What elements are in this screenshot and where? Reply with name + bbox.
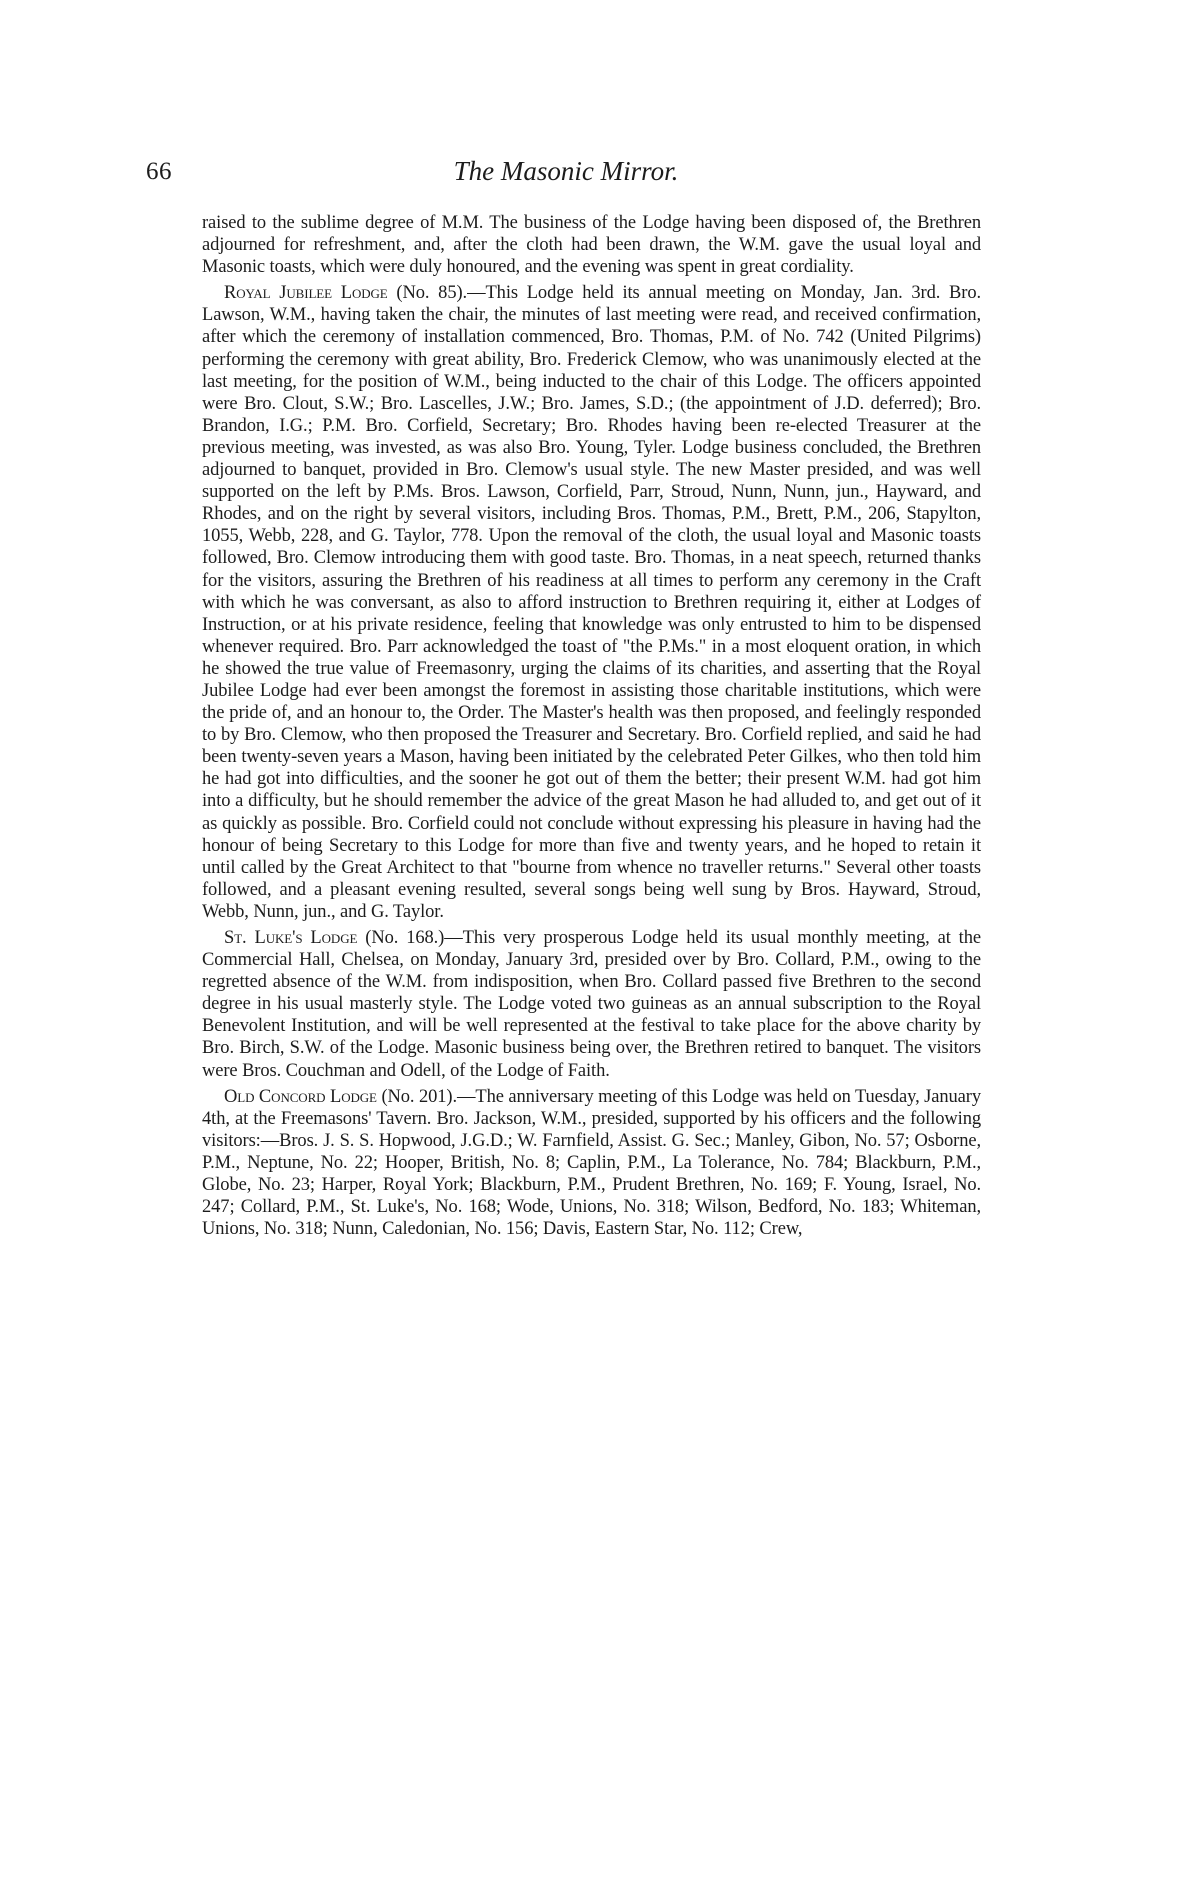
article-body: [202, 212, 981, 1244]
paragraph-text: (No. 168.)—This very prosperous Lodge held its usual monthly meeting, at the Commercial Hall, Chelsea, on Monday, January 3rd, presided over by Bro. Collard, P.M., owing to the regretted absence of the W.M. from indisposition, when Bro. Collard passed five Brethren to the second degree in his usual masterly style. The Lodge voted two guineas as an annual subscription to the Royal Benevolent Institution, and will be well represented at the festival to take place for the above charity by Bro. Birch, S.W. of the Lodge. Masonic business being over, the Brethren retired to banquet. The visitors were Bros. Couchman and Odell, of the Lodge of Faith.: [202, 928, 981, 1081]
paragraph-continuation: [202, 212, 981, 278]
paragraph-st-lukes-lodge: [202, 927, 981, 1082]
page-header: [146, 158, 986, 192]
paragraph-royal-jubilee-lodge: [202, 282, 981, 923]
page-number: 66: [146, 158, 172, 185]
paragraph-old-concord-lodge: [202, 1086, 981, 1241]
paragraph-text: (No. 201).—The anniversary meeting of this Lodge was held on Tuesday, January 4th, at the Freemasons' Tavern. Bro. Jackson, W.M., presided, supported by his officers and the following visitors:—Bros. J. S. S. Hopwood, J.G.D.; W. Farnfield, Assist. G. Sec.; Manley, Gibon, No. 57; Osborne, P.M., Neptune, No. 22; Hooper, British, No. 8; Caplin, P.M., La Tolerance, No. 784; Blackburn, P.M., Globe, No. 23; Harper, Royal York; Blackburn, P.M., Prudent Brethren, No. 169; F. Young, Israel, No. 247; Collard, P.M., St. Luke's, No. 168; Wode, Unions, No. 318; Wilson, Bedford, No. 183; Whiteman, Unions, No. 318; Nunn, Caledonian, No. 156; Davis, Eastern Star, No. 112; Crew,: [202, 1086, 981, 1240]
lodge-name: St. Luke's Lodge: [224, 928, 358, 948]
paragraph-text: raised to the sublime degree of M.M. The business of the Lodge having been disposed of, the Brethren adjourned for refreshment, and, after the cloth had been drawn, the W.M. gave the usual loyal and Masonic toasts, which were duly honoured, and the evening was spent in great cordiality.: [202, 213, 981, 278]
running-title: The Masonic Mirror.: [453, 156, 679, 186]
lodge-name: Royal Jubilee Lodge: [224, 283, 388, 304]
lodge-name: Old Concord Lodge: [224, 1086, 377, 1107]
paragraph-text: (No. 85).—This Lodge held its annual meeting on Monday, Jan. 3rd. Bro. Lawson, W.M., having taken the chair, the minutes of last meeting were read, and received confirmation, after which the ceremony of installation commenced, Bro. Thomas, P.M. of No. 742 (United Pilgrims) performing the ceremony with great ability, Bro. Frederick Clemow, who was unanimously elected at the last meeting, for the position of W.M., being inducted to the chair of this Lodge. The officers appointed were Bro. Clout, S.W.; Bro. Lascelles, J.W.; Bro. James, S.D.; (the appointment of J.D. deferred); Bro. Brandon, I.G.; P.M. Bro. Corfield, Secretary; Bro. Rhodes having been re-elected Treasurer at the previous meeting, was invested, as was also Bro. Young, Tyler. Lodge business concluded, the Brethren adjourned to banquet, provided in Bro. Clemow's usual style. The new Master presided, and was well supported on the left by P.Ms. Bros. Lawson, Corfield, Parr, Stroud, Nunn, Nunn, jun., Hayward, and Rhodes, and on the right by several visitors, including Bros. Thomas, P.M., Brett, P.M., 206, Stapylton, 1055, Webb, 228, and G. Taylor, 778. Upon the removal of the cloth, the usual loyal and Masonic toasts followed, Bro. Clemow introducing them with good taste. Bro. Thomas, in a neat speech, returned thanks for the visitors, assuring the Brethren of his readiness at all times to perform any ceremony in the Craft with which he was conversant, as also to afford instruction to Brethren requiring it, either at Lodges of Instruction, or at his private residence, feeling that knowledge was only entrusted to him to be dispensed whenever required. Bro. Parr acknowledged the toast of "the P.Ms." in a most eloquent oration, in which he showed the true value of Freemasonry, urging the claims of its charities, and asserting that the Royal Jubilee Lodge had ever been amongst the foremost in assisting those charitable institutions, which were the pride of, and an honour to, the Order. The Master's health was then proposed, and feelingly responded to by Bro. Clemow, who then proposed the Treasurer and Secretary. Bro. Corfield replied, and said he had been twenty-seven years a Mason, having been initiated by the celebrated Peter Gilkes, who then told him he had got into difficulties, and the sooner he got out of them the better; their present W.M. had got him into a difficulty, but he should remember the advice of the great Mason he had alluded to, and get out of it as quickly as possible. Bro. Corfield could not conclude without expressing his pleasure in having had the honour of being Secretary to this Lodge for more than five and twenty years, and he hoped to retain it until called by the Great Architect to that "bourne from whence no traveller returns." Several other toasts followed, and a pleasant evening resulted, several songs being well sung by Bros. Hayward, Stroud, Webb, Nunn, jun., and G. Taylor.: [202, 283, 982, 922]
